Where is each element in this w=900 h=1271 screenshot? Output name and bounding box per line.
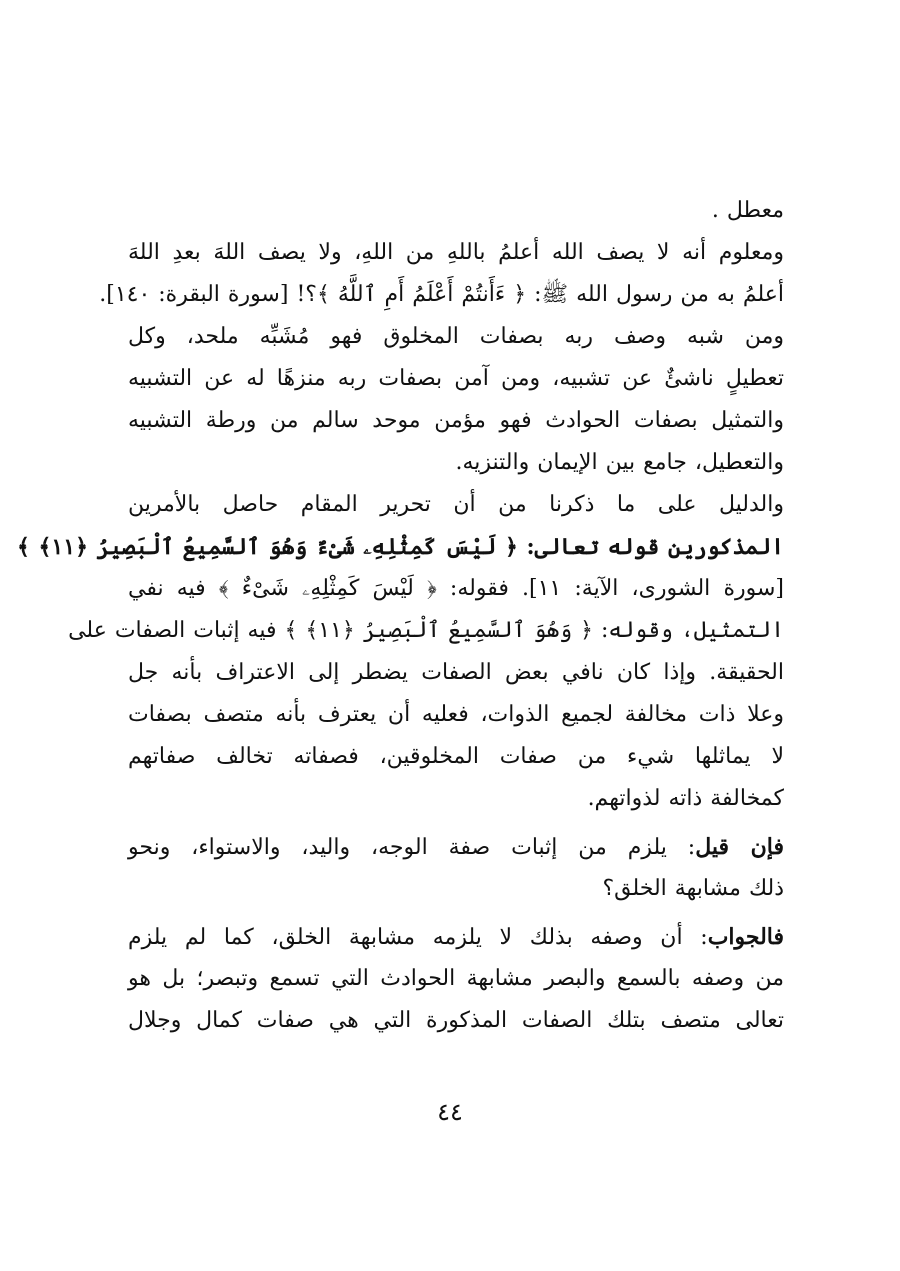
question-line	[128, 826, 784, 868]
text-line-15: كمخالفة ذاته لذواتهم.	[587, 786, 784, 811]
text-line-20: تعالى متصف بتلك الصفات المذكورة التي هي صفات كمال وجلال	[128, 1008, 784, 1033]
text-line-3: أعلمُ به من رسول الله ﷺ: ﴿ ءَأَنتُمْ أَعْلَمُ أَمِ ٱللَّهُ ﴾؟! [سورة البقرة: ١٤٠].	[99, 282, 784, 307]
answer-line	[128, 916, 784, 958]
question-lead: فإن قيل	[695, 834, 784, 860]
text-line-17: ذلك مشابهة الخلق؟	[602, 876, 784, 901]
text-line-12: الحقيقة. وإذا كان نافي بعض الصفات يضطر إلى الاعتراف بأنه جل	[128, 660, 784, 685]
book-page-text	[16, 190, 784, 1042]
text-line-13: وعلا ذات مخالفة لجميع الذوات، فعليه أن يعترف بأنه متصف بصفات	[128, 702, 784, 727]
text-line-19: من وصفه بالسمع والبصر مشابهة الحوادث التي تسمع وتبصر؛ بل هو	[128, 966, 784, 991]
text-line-5: تعطيلٍ ناشئٌ عن تشبيه، ومن آمن بصفات ربه منزهًا له عن التشبيه	[128, 366, 784, 391]
text-line-10: [سورة الشورى، الآية: ١١]. فقوله: ﴿ لَيْسَ كَمِثْلِهِۦ شَىْءٌ ﴾ فيه نفي	[128, 576, 784, 601]
text-line-7: والتعطيل، جامع بين الإيمان والتنزيه.	[455, 450, 784, 475]
text-line-14: لا يماثلها شيء من صفات المخلوقين، فصفاته تخالف صفاتهم	[128, 744, 784, 769]
text-line-1: معطل .	[711, 198, 784, 223]
answer-lead: فالجواب	[707, 924, 784, 950]
page-number: ٤٤	[437, 1098, 463, 1126]
text-line-8: والدليل على ما ذكرنا من أن تحرير المقام حاصل بالأمرين	[128, 492, 784, 517]
text-line-9-quran: المذكورين قوله تعالى: ﴿ لَيْسَ كَمِثْلِهِۦ شَىْءٌ وَهُوَ ٱلسَّمِيعُ ٱلْبَصِيرُ ﴿١١﴾ ﴾	[16, 534, 784, 560]
text-line-2: ومعلوم أنه لا يصف الله أعلمُ باللهِ من اللهِ، ولا يصف اللهَ بعدِ اللهَ	[128, 240, 784, 265]
text-line-11: التمثيل، وقوله: ﴿ وَهُوَ ٱلسَّمِيعُ ٱلْبَصِيرُ ﴿١١﴾ ﴾ فيه إثبات الصفات على	[68, 618, 784, 643]
text-line-4: ومن شبه وصف ربه بصفات المخلوق فهو مُشَبِّه ملحد، وكل	[128, 324, 784, 349]
answer-rest: : أن وصفه بذلك لا يلزمه مشابهة الخلق، كما لم يلزم	[128, 925, 708, 950]
text-line-6: والتمثيل بصفات الحوادث فهو مؤمن موحد سالم من ورطة التشبيه	[128, 408, 784, 433]
question-rest: : يلزم من إثبات صفة الوجه، واليد، والاستواء، ونحو	[128, 835, 696, 860]
